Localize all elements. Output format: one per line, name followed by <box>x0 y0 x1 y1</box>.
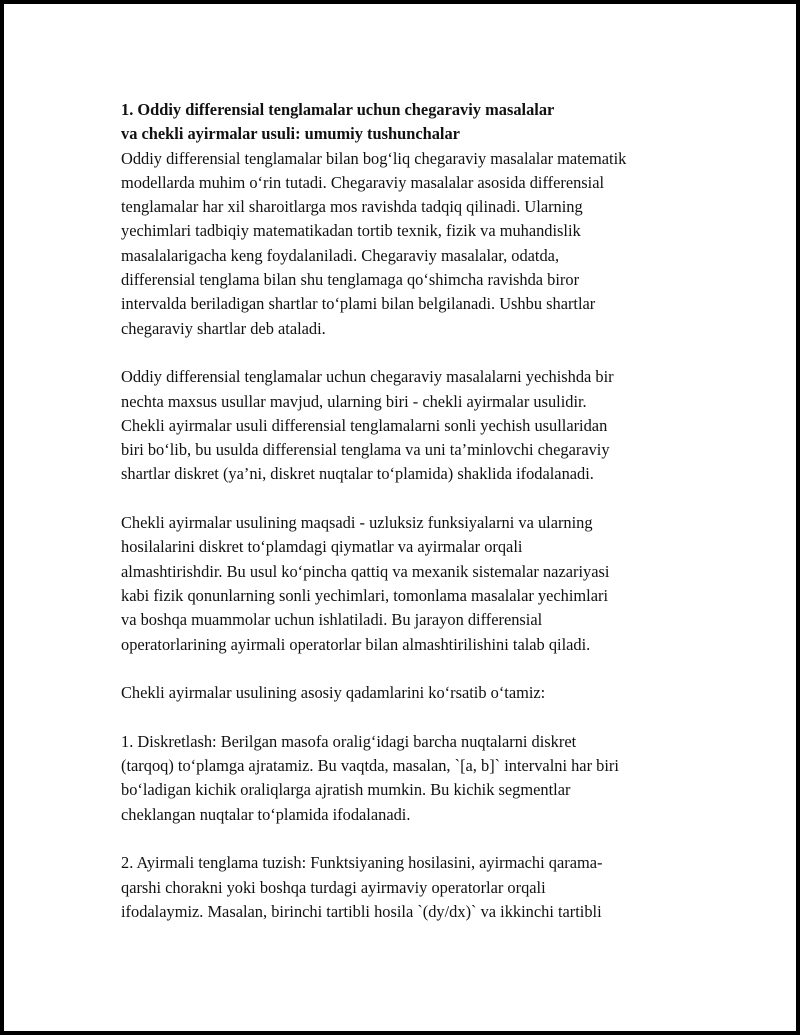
paragraph-gap <box>121 705 701 729</box>
paragraph-gap <box>121 487 701 511</box>
paragraph-steps-intro: Chekli ayirmalar usulining asosiy qadamlarini ko‘rsatib o‘tamiz: <box>121 683 546 703</box>
paragraph-methods: Oddiy differensial tenglamalar uchun chegaraviy masalalarni yechishda bir nechta maxsus usullar mavjud, ularning biri - chekli ayirmalar usulidir. Chekli ayirmalar usuli differensial tenglamalarni sonli yechish usullaridan biri bo‘lib, bu usulda differensial tenglama va uni ta’minlovchi chegaraviy shartlar diskret (ya’ni, diskret nuqtalar to‘plamida) shaklida ifodalanadi. <box>121 367 614 484</box>
paragraph-gap <box>121 341 701 365</box>
section-heading: 1. Oddiy differensial tenglamalar uchun chegaraviy masalalar va chekli ayirmalar usuli: umumiy tushunchalar <box>121 100 555 144</box>
paragraph-purpose: Chekli ayirmalar usulining maqsadi - uzluksiz funksiyalarni va ularning hosilalarini diskret to‘plamdagi qiymatlar va ayirmalar orqali almashtirishdir. Bu usul ko‘pincha qattiq va mexanik sistemalar nazariyasi kabi fizik qonunlarning sonli yechimlari, tomonlama masalalar yechimlari va boshqa muammolar uchun ishlatiladi. Bu jarayon differensial operatorlarining ayirmali operatorlar bilan almashtirilishini talab qiladi. <box>121 513 610 654</box>
paragraph-step-1: 1. Diskretlash: Berilgan masofa oralig‘idagi barcha nuqtalarni diskret (tarqoq) to‘plamga ajratamiz. Bu vaqtda, masalan, `[a, b]` intervalni har biri bo‘ladigan kichik oraliqlarga ajratish mumkin. Bu kichik segmentlar cheklangan nuqtalar to‘plamida ifodalanadi. <box>121 731 619 824</box>
document-body <box>121 98 701 924</box>
paragraph-intro: Oddiy differensial tenglamalar bilan bog‘liq chegaraviy masalalar matematik modellarda muhim o‘rin tutadi. Chegaraviy masalalar asosida differensial tenglamalar har xil sharoitlarga mos ravishda tadqiq qilinadi. Ularning yechimlari tadbiqiy matematikadan tortib texnik, fizik va muhandislik masalalarigacha keng foydalaniladi. Chegaraviy masalalar, odatda, differensial tenglama bilan shu tenglamaga qo‘shimcha ravishda biror intervalda beriladigan shartlar to‘plami bilan belgilanadi. Ushbu shartlar chegaraviy shartlar deb ataladi. <box>121 148 627 338</box>
paragraph-step-2: 2. Ayirmali tenglama tuzish: Funktsiyaning hosilasini, ayirmachi qarama- qarshi chorakni yoki boshqa turdagi ayirmaviy operatorlar orqali ifodalaymiz. Masalan, birinchi tartibli hosila `(dy/dx)` va ikkinchi tartibli <box>121 853 603 921</box>
paragraph-gap <box>121 657 701 681</box>
paragraph-gap <box>121 827 701 851</box>
